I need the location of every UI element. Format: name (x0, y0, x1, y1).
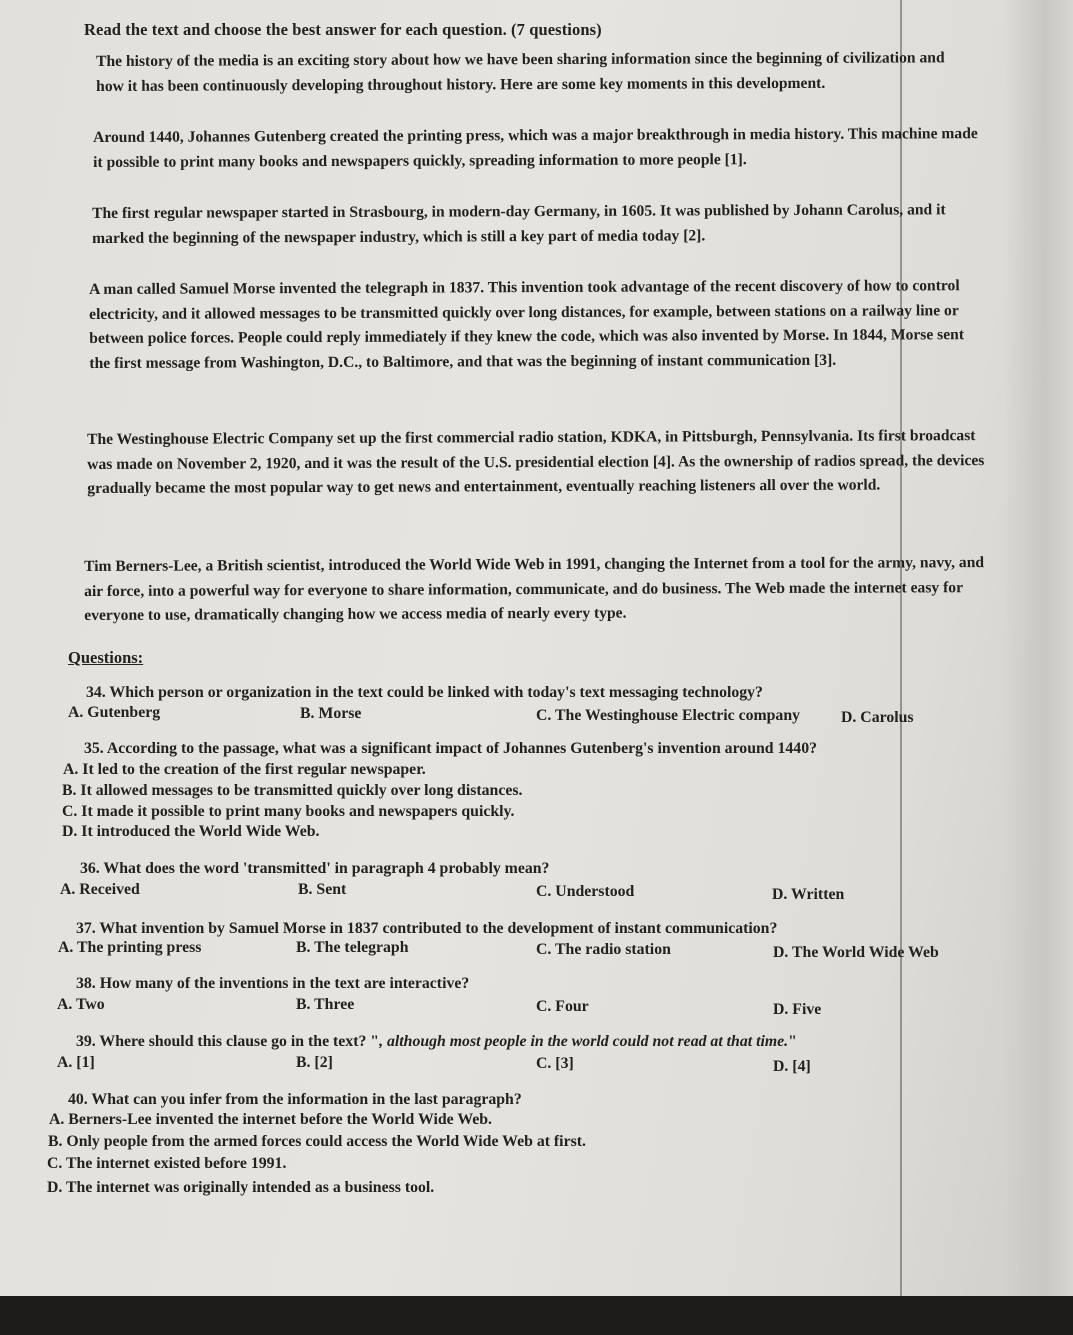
q36-option-d[interactable]: D. Written (772, 886, 845, 903)
q36-option-a[interactable]: A. Received (60, 881, 140, 898)
question-34-stem: 34. Which person or organization in the text could be linked with today's text messaging technology? (86, 684, 763, 701)
question-35-stem: 35. According to the passage, what was a significant impact of Johannes Gutenberg's invention around 1440? (84, 740, 818, 757)
q39-option-c[interactable]: C. [3] (536, 1055, 574, 1072)
q39-option-b[interactable]: B. [2] (296, 1054, 333, 1071)
q37-option-b[interactable]: B. The telegraph (296, 939, 409, 956)
paragraph-3: The first regular newspaper started in Strasbourg, in modern-day Germany, in 1605. It was published by Johann Carolus, and it marked the beginning of the newspaper industry, which is still a key part of media today [2]. (92, 201, 946, 247)
question-39-stem: 39. Where should this clause go in the text? ", although most people in the world could not read at that time." (76, 1033, 797, 1050)
q38-option-d[interactable]: D. Five (773, 1001, 822, 1018)
q36-option-b[interactable]: B. Sent (298, 881, 347, 898)
q38-option-a[interactable]: A. Two (57, 996, 105, 1013)
paragraph-5: The Westinghouse Electric Company set up the first commercial radio station, KDKA, in Pittsburgh, Pennsylvania. Its first broadcast was made on November 2, 1920, and it was the result of the U.S. presidential election [4]. As the ownership of radios spread, the devices gradually became the most popular way to get news and entertainment, eventually reaching listeners all over the world. (87, 427, 985, 497)
question-38-stem: 38. How many of the inventions in the text are interactive? (76, 975, 470, 992)
paragraph-4: A man called Samuel Morse invented the telegraph in 1837. This invention took advantage of the recent discovery of how to control electricity, and it allowed messages to be transmitted quickly over long distances, for example, between stations on a railway line or between police forces. People could reply immediately if they knew the code, which was also invented by Morse. In 1844, Morse sent the first message from Washington, D.C., to Baltimore, and that was the beginning of instant communication [3]. (89, 277, 965, 372)
highlighted-word: transmitted (247, 860, 327, 877)
page-edge-shadow (1003, 0, 1073, 1300)
q35-option-d[interactable]: D. It introduced the World Wide Web. (62, 823, 320, 840)
q37-option-a[interactable]: A. The printing press (58, 939, 202, 956)
q35-option-b[interactable]: B. It allowed messages to be transmitted quickly over long distances. (62, 782, 523, 799)
q38-option-b[interactable]: B. Three (296, 996, 355, 1013)
questions-heading: Questions: (68, 648, 144, 667)
q36-option-c[interactable]: C. Understood (536, 883, 635, 900)
clause-text: , although most people in the world could not read at that time. (379, 1033, 789, 1050)
margin-line (900, 0, 902, 1300)
question-40-stem: 40. What can you infer from the information in the last paragraph? (68, 1091, 522, 1108)
q40-option-b[interactable]: B. Only people from the armed forces could access the World Wide Web at first. (48, 1133, 586, 1150)
q40-option-a[interactable]: A. Berners-Lee invented the internet before the World Wide Web. (49, 1111, 493, 1128)
q40-option-d[interactable]: D. The internet was originally intended as a business tool. (47, 1179, 435, 1196)
q35-option-a[interactable]: A. It led to the creation of the first regular newspaper. (63, 761, 426, 778)
q35-option-c[interactable]: C. It made it possible to print many books and newspapers quickly. (62, 803, 515, 820)
table-surface (0, 1296, 1073, 1335)
q38-option-c[interactable]: C. Four (536, 998, 589, 1015)
q34-option-a[interactable]: A. Gutenberg (68, 704, 161, 721)
paragraph-1: The history of the media is an exciting story about how we have been sharing information since the beginning of civilization and how it has been continuously developing throughout history. Here are some key moments in this development. (96, 49, 945, 95)
q34-option-b[interactable]: B. Morse (300, 705, 362, 722)
paragraph-6: Tim Berners-Lee, a British scientist, introduced the World Wide Web in 1991, changing the Internet from a tool for the army, navy, and air force, into a powerful way for everyone to share information, communicate, and do business. The Web made the internet easy for everyone to use, dramatically changing how we access media of nearly every type. (84, 554, 985, 624)
q37-option-d[interactable]: D. The World Wide Web (773, 944, 939, 961)
q39-option-d[interactable]: D. [4] (773, 1058, 811, 1075)
instructions-title: Read the text and choose the best answer for each question. (7 questions) (84, 20, 602, 39)
q37-option-c[interactable]: C. The radio station (536, 941, 671, 958)
q34-option-d[interactable]: D. Carolus (841, 709, 914, 726)
q34-option-c[interactable]: C. The Westinghouse Electric company (536, 707, 801, 724)
q39-option-a[interactable]: A. [1] (57, 1054, 95, 1071)
paragraph-2: Around 1440, Johannes Gutenberg created the printing press, which was a major breakthrough in media history. This machine made it possible to print many books and newspapers quickly, spreading information to more people [1]. (93, 125, 978, 171)
question-36-stem: 36. What does the word 'transmitted' in paragraph 4 probably mean? (80, 860, 550, 877)
question-37-stem: 37. What invention by Samuel Morse in 1837 contributed to the development of instant communication? (76, 920, 778, 937)
q40-option-c[interactable]: C. The internet existed before 1991. (47, 1155, 287, 1172)
